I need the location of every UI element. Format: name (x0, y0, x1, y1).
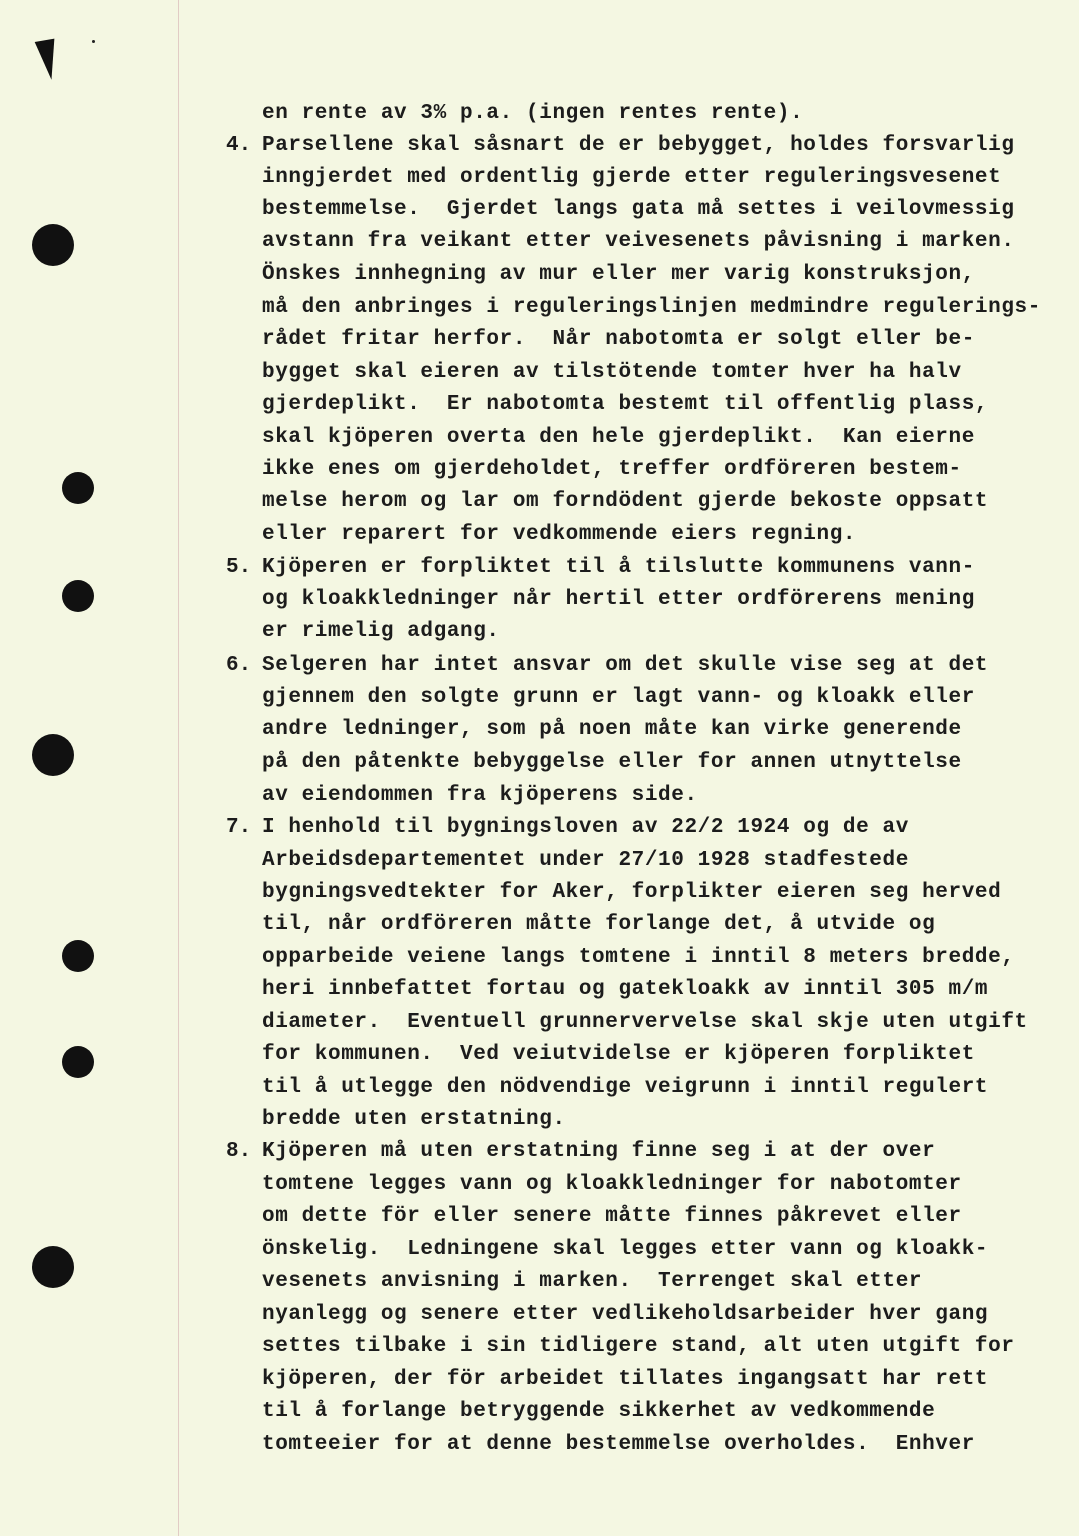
item-number: 8. (226, 1140, 252, 1163)
text-line: er rimelig adgang. (262, 620, 500, 643)
text-line: gjerdeplikt. Er nabotomta bestemt til offentlig plass, (262, 393, 989, 416)
text-line: settes tilbake i sin tidligere stand, alt uten utgift for (262, 1335, 1015, 1358)
text-line: I henhold til bygningsloven av 22/2 1924 og de av (262, 816, 909, 839)
text-line: for kommunen. Ved veiutvidelse er kjöperen forpliktet (262, 1043, 975, 1066)
text-line: Kjöperen er forpliktet til å tilslutte kommunens vann- (262, 556, 975, 579)
item-number: 6. (226, 654, 252, 677)
text-line: til, når ordföreren måtte forlange det, å utvide og (262, 913, 936, 936)
text-line: heri innbefattet fortau og gatekloakk av inntil 305 m/m (262, 978, 989, 1001)
text-line: gjennem den solgte grunn er lagt vann- og kloakk eller (262, 686, 975, 709)
text-line: Arbeidsdepartementet under 27/10 1928 stadfestede (262, 849, 909, 872)
text-line: bygget skal eieren av tilstötende tomter hver ha halv (262, 361, 962, 384)
text-line: bygningsvedtekter for Aker, forplikter eieren seg herved (262, 881, 1002, 904)
text-line: Önskes innhegning av mur eller mer varig konstruksjon, (262, 263, 975, 286)
text-line: en rente av 3% p.a. (ingen rentes rente). (262, 102, 804, 125)
text-line: bredde uten erstatning. (262, 1108, 566, 1131)
text-line: til å forlange betryggende sikkerhet av vedkommende (262, 1400, 936, 1423)
text-line: kjöperen, der för arbeidet tillates ingangsatt har rett (262, 1368, 989, 1391)
text-line: ikke enes om gjerdeholdet, treffer ordföreren bestem- (262, 458, 962, 481)
item-number: 7. (226, 816, 252, 839)
text-line: melse herom og lar om forndödent gjerde bekoste oppsatt (262, 490, 989, 513)
text-line: andre ledninger, som på noen måte kan virke generende (262, 718, 962, 741)
text-line: diameter. Eventuell grunnervervelse skal skje uten utgift (262, 1011, 1028, 1034)
text-line: nyanlegg og senere etter vedlikeholdsarbeider hver gang (262, 1303, 989, 1326)
text-line: Parsellene skal såsnart de er bebygget, holdes forsvarlig (262, 134, 1015, 157)
text-line: eller reparert for vedkommende eiers regning. (262, 523, 857, 546)
text-line: Selgeren har intet ansvar om det skulle vise seg at det (262, 654, 989, 677)
text-line: til å utlegge den nödvendige veigrunn i inntil regulert (262, 1076, 989, 1099)
text-line: og kloakkledninger når hertil etter ordförerens mening (262, 588, 975, 611)
text-line: på den påtenkte bebyggelse eller for annen utnyttelse (262, 751, 962, 774)
text-line: bestemmelse. Gjerdet langs gata må settes i veilovmessig (262, 198, 1015, 221)
text-line: av eiendommen fra kjöperens side. (262, 784, 698, 807)
text-line: rådet fritar herfor. Når nabotomta er solgt eller be- (262, 328, 975, 351)
text-line: vesenets anvisning i marken. Terrenget skal etter (262, 1270, 923, 1293)
text-line: tomteeier for at denne bestemmelse overholdes. Enhver (262, 1433, 975, 1456)
text-line: tomtene legges vann og kloakkledninger for nabotomter (262, 1173, 962, 1196)
text-line: skal kjöperen overta den hele gjerdeplikt. Kan eierne (262, 426, 975, 449)
text-line: inngjerdet med ordentlig gjerde etter reguleringsvesenet (262, 166, 1002, 189)
text-line: opparbeide veiene langs tomtene i inntil 8 meters bredde, (262, 946, 1015, 969)
text-line: om dette för eller senere måtte finnes påkrevet eller (262, 1205, 962, 1228)
text-line: önskelig. Ledningene skal legges etter vann og kloakk- (262, 1238, 989, 1261)
text-line: avstann fra veikant etter veivesenets påvisning i marken. (262, 230, 1015, 253)
text-line: Kjöperen må uten erstatning finne seg i at der over (262, 1140, 936, 1163)
item-number: 5. (226, 556, 252, 579)
item-number: 4. (226, 134, 252, 157)
text-line: må den anbringes i reguleringslinjen medmindre regulerings- (262, 296, 1041, 319)
